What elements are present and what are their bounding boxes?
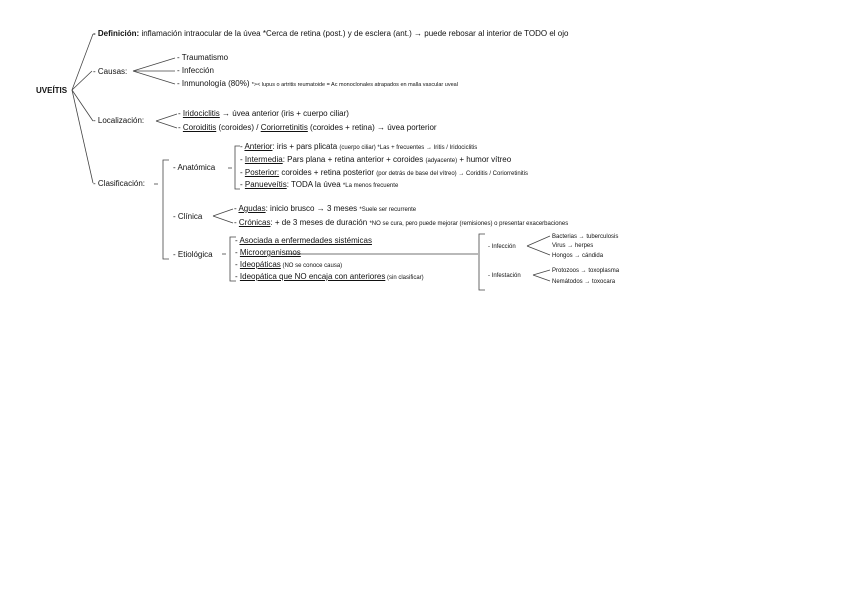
item-prefix: - xyxy=(178,109,183,118)
item-prefix: - xyxy=(178,123,183,132)
anatomica-small: (por detrás de base del vítreo) → Coriditis / Coriorretinitis xyxy=(376,171,529,177)
infeccion-label: - Infección xyxy=(488,244,516,250)
anatomica-small: (adyacente) xyxy=(425,158,458,164)
clinica-term: Crónicas xyxy=(238,218,271,227)
anatomica-label: - Anatómica xyxy=(173,163,216,172)
clinica-text: : inicio brusco → 3 meses xyxy=(265,204,358,213)
causa-item xyxy=(177,79,458,90)
etiologica-term: Ideopáticas xyxy=(239,260,281,269)
root-title: UVEÍTIS xyxy=(36,86,68,95)
clinica-label: - Clínica xyxy=(173,212,203,221)
localizacion-mid: (coroides) / xyxy=(216,123,261,132)
localizacion-rest: → úvea anterior (iris + cuerpo ciliar) xyxy=(219,109,349,118)
localizacion-rest: (coroides + retina) → úvea porterior xyxy=(307,123,437,132)
infestacion-item: Protozoos → toxoplasma xyxy=(552,268,620,274)
localizacion-term: Coriorretinitis xyxy=(260,123,308,132)
etiologica-term: Ideopática que NO encaja con anteriores xyxy=(239,272,386,281)
anatomica-term: Anterior xyxy=(244,142,273,151)
anatomica-term: Intermedia xyxy=(244,155,283,164)
anatomica-item: - Posterior: coroides + retina posterior (por detrás de base del vítreo) → Coriditis / Coriorretinitis xyxy=(240,168,529,177)
anatomica-item: - Panueveítis: TODA la úvea *La menos frecuente xyxy=(240,180,399,189)
etiologica-term: Microorganismos xyxy=(239,248,301,257)
localizacion-item xyxy=(178,123,437,133)
localizacion-term: Iridociclitis xyxy=(182,109,220,118)
etiologica-label: - Etiológica xyxy=(173,250,213,259)
causa-item-label: - Inmunología (80%) xyxy=(177,79,250,88)
clinica-item: - Crónicas: + de 3 meses de duración *NO se cura, pero puede mejorar (remisiones) o presentar exacerbaciones xyxy=(234,218,569,227)
anatomica-small: *La menos frecuente xyxy=(342,183,399,189)
localizacion-item xyxy=(178,109,349,119)
anatomica-small: (cuerpo ciliar) *Las + frecuentes → Iritis / Iridociclitis xyxy=(339,145,478,151)
etiologica-item: - Microorganismos xyxy=(235,248,301,257)
anatomica-item: - Anterior: iris + pars plicata (cuerpo ciliar) *Las + frecuentes → Iritis / Iridociclitis xyxy=(240,142,478,151)
clinica-small: *NO se cura, pero puede mejorar (remisiones) o presentar exacerbaciones xyxy=(369,221,569,227)
infestacion-label: - Infestación xyxy=(488,273,521,279)
anatomica-text: : iris + pars plicata xyxy=(272,142,338,151)
definicion-label: - Definición: xyxy=(93,29,140,38)
anatomica-text: coroides + retina posterior xyxy=(279,168,375,177)
anatomica-item: - Intermedia: Pars plana + retina anterior + coroides (adyacente) + humor vítreo xyxy=(240,155,512,164)
etiologica-small: (NO se conoce causa) xyxy=(280,263,343,269)
localizacion-label: - Localización: xyxy=(93,116,145,125)
clasificacion-label: - Clasificación: xyxy=(93,179,146,188)
infestacion-item: Nemátodos → toxocara xyxy=(552,279,616,285)
infeccion-item: Hongos → cándida xyxy=(552,253,604,259)
clinica-term: Agudas xyxy=(238,204,266,213)
anatomica-term: Panueveítis xyxy=(244,180,287,189)
etiologica-item: - Ideopáticas (NO se conoce causa) xyxy=(235,260,343,269)
etiologica-term: Asociada a enfermedades sistémicas xyxy=(239,236,372,245)
anatomica-text2: + humor vítreo xyxy=(457,155,512,164)
infeccion-item: Bacterias → tuberculosis xyxy=(552,234,619,240)
causas-label: - Causas: xyxy=(93,67,128,76)
clinica-small: *Suele ser recurrente xyxy=(359,207,417,213)
localizacion-term: Coroiditis xyxy=(182,123,217,132)
etiologica-item: - Asociada a enfermedades sistémicas xyxy=(235,236,372,245)
anatomica-term: Posterior: xyxy=(244,168,280,177)
causa-item: - Infección xyxy=(177,66,214,75)
causa-note: *>< lupus o artritis reumatoide = Ac monoclonales atrapados en malla vascular uveal xyxy=(251,82,458,88)
infeccion-item: Virus → herpes xyxy=(552,243,594,249)
etiologica-small: (sin clasificar) xyxy=(385,275,424,281)
definicion-text: inflamación intraocular de la úvea *Cerca de retina (post.) y de esclera (ant.) → puede rebosar al interior de TODO el ojo xyxy=(141,29,569,38)
anatomica-text: : Pars plana + retina anterior + coroides xyxy=(282,155,424,164)
etiologica-item: - Ideopática que NO encaja con anteriores (sin clasificar) xyxy=(235,272,424,281)
causa-item: - Traumatismo xyxy=(177,53,229,62)
anatomica-text: : TODA la úvea xyxy=(286,180,341,189)
clinica-item: - Agudas: inicio brusco → 3 meses *Suele ser recurrente xyxy=(234,204,417,213)
clinica-text: : + de 3 meses de duración xyxy=(270,218,368,227)
definicion-node xyxy=(93,29,568,39)
